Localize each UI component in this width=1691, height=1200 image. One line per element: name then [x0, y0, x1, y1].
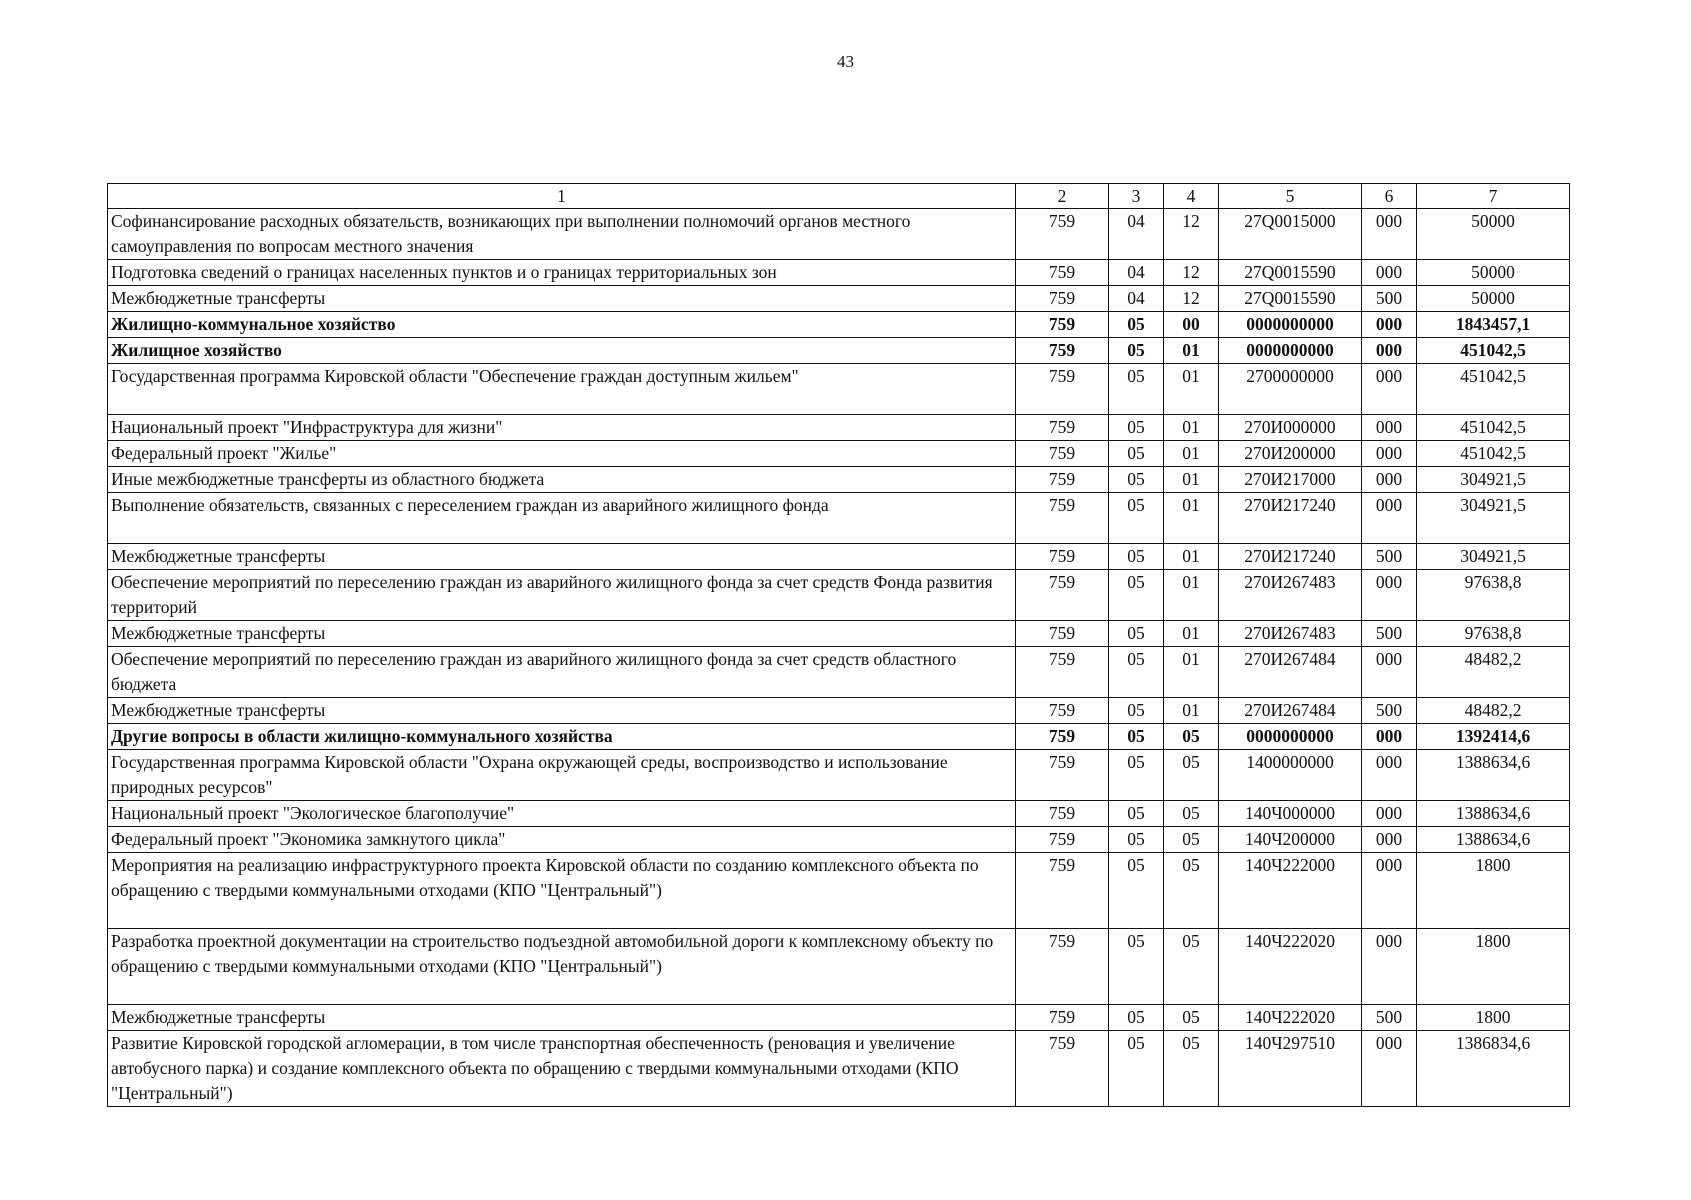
amount-cell: 1800: [1417, 853, 1570, 929]
subsection-code-cell: 01: [1164, 544, 1219, 570]
column-header: 4: [1164, 184, 1219, 209]
row-name-cell: Национальный проект "Инфраструктура для жизни": [108, 415, 1016, 441]
target-article-cell: 0000000000: [1219, 338, 1362, 364]
section-code-cell: 05: [1109, 647, 1164, 698]
target-article-cell: 0000000000: [1219, 724, 1362, 750]
section-code-cell: 05: [1109, 698, 1164, 724]
expense-type-cell: 000: [1362, 415, 1417, 441]
amount-cell: 1800: [1417, 929, 1570, 1005]
subsection-code-cell: 01: [1164, 415, 1219, 441]
expense-type-cell: 000: [1362, 1031, 1417, 1107]
subsection-code-cell: 01: [1164, 338, 1219, 364]
amount-cell: 1388634,6: [1417, 750, 1570, 801]
expense-type-cell: 500: [1362, 286, 1417, 312]
row-name-cell: Выполнение обязательств, связанных с переселением граждан из аварийного жилищного фонда: [108, 493, 1016, 544]
row-name-cell: Федеральный проект "Экономика замкнутого цикла": [108, 827, 1016, 853]
subsection-code-cell: 05: [1164, 929, 1219, 1005]
target-article-cell: 140Ч297510: [1219, 1031, 1362, 1107]
row-name-cell: Обеспечение мероприятий по переселению граждан из аварийного жилищного фонда за счет средств областного бюджета: [108, 647, 1016, 698]
section-code-cell: 05: [1109, 570, 1164, 621]
expense-type-cell: 000: [1362, 312, 1417, 338]
target-article-cell: 270И217240: [1219, 493, 1362, 544]
subsection-code-cell: 01: [1164, 647, 1219, 698]
ministry-code-cell: 759: [1016, 286, 1109, 312]
table-row: [108, 493, 1570, 544]
section-code-cell: 04: [1109, 209, 1164, 260]
ministry-code-cell: 759: [1016, 312, 1109, 338]
ministry-code-cell: 759: [1016, 647, 1109, 698]
ministry-code-cell: 759: [1016, 853, 1109, 929]
expense-type-cell: 000: [1362, 364, 1417, 415]
expense-type-cell: 000: [1362, 801, 1417, 827]
row-name-cell: Обеспечение мероприятий по переселению граждан из аварийного жилищного фонда за счет средств Фонда развития территорий: [108, 570, 1016, 621]
target-article-cell: 270И267483: [1219, 621, 1362, 647]
section-code-cell: 05: [1109, 467, 1164, 493]
target-article-cell: 270И267484: [1219, 698, 1362, 724]
ministry-code-cell: 759: [1016, 929, 1109, 1005]
expense-type-cell: 000: [1362, 570, 1417, 621]
row-name-cell: Федеральный проект "Жилье": [108, 441, 1016, 467]
table-row: [108, 338, 1570, 364]
amount-cell: 304921,5: [1417, 467, 1570, 493]
target-article-cell: 270И267483: [1219, 570, 1362, 621]
table-row: [108, 209, 1570, 260]
column-header: 5: [1219, 184, 1362, 209]
column-header: 7: [1417, 184, 1570, 209]
amount-cell: 97638,8: [1417, 570, 1570, 621]
target-article-cell: 140Ч222000: [1219, 853, 1362, 929]
expense-type-cell: 000: [1362, 724, 1417, 750]
table-row: [108, 415, 1570, 441]
expense-type-cell: 000: [1362, 647, 1417, 698]
table-row: [108, 621, 1570, 647]
target-article-cell: 27Q0015590: [1219, 260, 1362, 286]
amount-cell: 97638,8: [1417, 621, 1570, 647]
amount-cell: 48482,2: [1417, 647, 1570, 698]
table-row: [108, 364, 1570, 415]
target-article-cell: 0000000000: [1219, 312, 1362, 338]
target-article-cell: 1400000000: [1219, 750, 1362, 801]
amount-cell: 50000: [1417, 209, 1570, 260]
subsection-code-cell: 01: [1164, 621, 1219, 647]
row-name-cell: Межбюджетные трансферты: [108, 286, 1016, 312]
row-name-cell: Национальный проект "Экологическое благополучие": [108, 801, 1016, 827]
row-name-cell: Иные межбюджетные трансферты из областного бюджета: [108, 467, 1016, 493]
table-row: [108, 544, 1570, 570]
expense-type-cell: 000: [1362, 493, 1417, 544]
amount-cell: 451042,5: [1417, 415, 1570, 441]
subsection-code-cell: 01: [1164, 467, 1219, 493]
expense-type-cell: 000: [1362, 929, 1417, 1005]
subsection-code-cell: 05: [1164, 724, 1219, 750]
target-article-cell: 140Ч000000: [1219, 801, 1362, 827]
expense-type-cell: 500: [1362, 544, 1417, 570]
expense-type-cell: 500: [1362, 1005, 1417, 1031]
amount-cell: 304921,5: [1417, 544, 1570, 570]
section-code-cell: 05: [1109, 338, 1164, 364]
row-name-cell: Межбюджетные трансферты: [108, 544, 1016, 570]
row-name-cell: Государственная программа Кировской области "Обеспечение граждан доступным жильем": [108, 364, 1016, 415]
subsection-code-cell: 05: [1164, 853, 1219, 929]
amount-cell: 1800: [1417, 1005, 1570, 1031]
table-row: [108, 286, 1570, 312]
table-row: [108, 698, 1570, 724]
section-code-cell: 05: [1109, 724, 1164, 750]
section-code-cell: 05: [1109, 853, 1164, 929]
amount-cell: 1392414,6: [1417, 724, 1570, 750]
subsection-code-cell: 12: [1164, 286, 1219, 312]
row-name-cell: Мероприятия на реализацию инфраструктурного проекта Кировской области по созданию комплексного объекта по обращению с твердыми коммунальными отходами (КПО "Центральный"): [108, 853, 1016, 929]
expense-type-cell: 000: [1362, 853, 1417, 929]
section-code-cell: 05: [1109, 544, 1164, 570]
ministry-code-cell: 759: [1016, 1005, 1109, 1031]
table-row: [108, 441, 1570, 467]
subsection-code-cell: 01: [1164, 441, 1219, 467]
subsection-code-cell: 12: [1164, 209, 1219, 260]
subsection-code-cell: 05: [1164, 801, 1219, 827]
table-row: [108, 827, 1570, 853]
subsection-code-cell: 01: [1164, 493, 1219, 544]
row-name-cell: Межбюджетные трансферты: [108, 698, 1016, 724]
section-code-cell: 05: [1109, 441, 1164, 467]
amount-cell: 1843457,1: [1417, 312, 1570, 338]
expense-type-cell: 000: [1362, 441, 1417, 467]
subsection-code-cell: 01: [1164, 698, 1219, 724]
amount-cell: 50000: [1417, 260, 1570, 286]
amount-cell: 50000: [1417, 286, 1570, 312]
amount-cell: 451042,5: [1417, 364, 1570, 415]
ministry-code-cell: 759: [1016, 544, 1109, 570]
amount-cell: 48482,2: [1417, 698, 1570, 724]
section-code-cell: 05: [1109, 929, 1164, 1005]
expense-type-cell: 500: [1362, 621, 1417, 647]
amount-cell: 1386834,6: [1417, 1031, 1570, 1107]
column-header: 2: [1016, 184, 1109, 209]
table-row: [108, 312, 1570, 338]
ministry-code-cell: 759: [1016, 260, 1109, 286]
row-name-cell: Развитие Кировской городской агломерации, в том числе транспортная обеспеченность (реновация и увеличение автобусного парка) и создание комплексного объекта по обращению с твердыми коммунальными отходами (КПО "Центральный"): [108, 1031, 1016, 1107]
row-name-cell: Межбюджетные трансферты: [108, 621, 1016, 647]
target-article-cell: 140Ч222020: [1219, 1005, 1362, 1031]
target-article-cell: 270И217000: [1219, 467, 1362, 493]
column-header: 1: [108, 184, 1016, 209]
amount-cell: 304921,5: [1417, 493, 1570, 544]
table-row: [108, 1031, 1570, 1107]
target-article-cell: 270И217240: [1219, 544, 1362, 570]
section-code-cell: 05: [1109, 621, 1164, 647]
row-name-cell: Другие вопросы в области жилищно-коммунального хозяйства: [108, 724, 1016, 750]
table-row: [108, 647, 1570, 698]
row-name-cell: Разработка проектной документации на строительство подъездной автомобильной дороги к комплексному объекту по обращению с твердыми коммунальными отходами (КПО "Центральный"): [108, 929, 1016, 1005]
expense-type-cell: 000: [1362, 260, 1417, 286]
table-header-row: [108, 184, 1570, 209]
ministry-code-cell: 759: [1016, 801, 1109, 827]
amount-cell: 451042,5: [1417, 338, 1570, 364]
table-row: [108, 260, 1570, 286]
ministry-code-cell: 759: [1016, 493, 1109, 544]
subsection-code-cell: 05: [1164, 827, 1219, 853]
ministry-code-cell: 759: [1016, 698, 1109, 724]
target-article-cell: 140Ч222020: [1219, 929, 1362, 1005]
row-name-cell: Подготовка сведений о границах населенных пунктов и о границах территориальных зон: [108, 260, 1016, 286]
expense-type-cell: 000: [1362, 209, 1417, 260]
column-header: 3: [1109, 184, 1164, 209]
target-article-cell: 270И200000: [1219, 441, 1362, 467]
target-article-cell: 270И000000: [1219, 415, 1362, 441]
table-row: [108, 467, 1570, 493]
column-header: 6: [1362, 184, 1417, 209]
target-article-cell: 140Ч200000: [1219, 827, 1362, 853]
target-article-cell: 2700000000: [1219, 364, 1362, 415]
section-code-cell: 05: [1109, 827, 1164, 853]
table-row: [108, 750, 1570, 801]
table-row: [108, 1005, 1570, 1031]
ministry-code-cell: 759: [1016, 750, 1109, 801]
row-name-cell: Государственная программа Кировской области "Охрана окружающей среды, воспроизводство и использование природных ресурсов": [108, 750, 1016, 801]
ministry-code-cell: 759: [1016, 827, 1109, 853]
expense-type-cell: 000: [1362, 827, 1417, 853]
expense-type-cell: 000: [1362, 338, 1417, 364]
subsection-code-cell: 05: [1164, 1005, 1219, 1031]
section-code-cell: 05: [1109, 801, 1164, 827]
ministry-code-cell: 759: [1016, 1031, 1109, 1107]
target-article-cell: 27Q0015000: [1219, 209, 1362, 260]
section-code-cell: 05: [1109, 312, 1164, 338]
subsection-code-cell: 05: [1164, 750, 1219, 801]
expense-type-cell: 000: [1362, 750, 1417, 801]
section-code-cell: 04: [1109, 260, 1164, 286]
section-code-cell: 04: [1109, 286, 1164, 312]
ministry-code-cell: 759: [1016, 364, 1109, 415]
ministry-code-cell: 759: [1016, 209, 1109, 260]
section-code-cell: 05: [1109, 1005, 1164, 1031]
row-name-cell: Жилищное хозяйство: [108, 338, 1016, 364]
amount-cell: 1388634,6: [1417, 801, 1570, 827]
amount-cell: 1388634,6: [1417, 827, 1570, 853]
row-name-cell: Жилищно-коммунальное хозяйство: [108, 312, 1016, 338]
ministry-code-cell: 759: [1016, 338, 1109, 364]
subsection-code-cell: 01: [1164, 570, 1219, 621]
table-row: [108, 929, 1570, 1005]
subsection-code-cell: 05: [1164, 1031, 1219, 1107]
target-article-cell: 270И267484: [1219, 647, 1362, 698]
section-code-cell: 05: [1109, 1031, 1164, 1107]
amount-cell: 451042,5: [1417, 441, 1570, 467]
table-row: [108, 570, 1570, 621]
expense-type-cell: 500: [1362, 698, 1417, 724]
table-body: [108, 209, 1570, 1107]
section-code-cell: 05: [1109, 364, 1164, 415]
page-number: 43: [837, 52, 854, 71]
section-code-cell: 05: [1109, 750, 1164, 801]
ministry-code-cell: 759: [1016, 724, 1109, 750]
table-row: [108, 853, 1570, 929]
row-name-cell: Межбюджетные трансферты: [108, 1005, 1016, 1031]
ministry-code-cell: 759: [1016, 621, 1109, 647]
subsection-code-cell: 00: [1164, 312, 1219, 338]
budget-table: [107, 183, 1570, 1107]
section-code-cell: 05: [1109, 415, 1164, 441]
ministry-code-cell: 759: [1016, 467, 1109, 493]
ministry-code-cell: 759: [1016, 415, 1109, 441]
subsection-code-cell: 01: [1164, 364, 1219, 415]
expense-type-cell: 000: [1362, 467, 1417, 493]
subsection-code-cell: 12: [1164, 260, 1219, 286]
ministry-code-cell: 759: [1016, 441, 1109, 467]
target-article-cell: 27Q0015590: [1219, 286, 1362, 312]
table-row: [108, 724, 1570, 750]
ministry-code-cell: 759: [1016, 570, 1109, 621]
section-code-cell: 05: [1109, 493, 1164, 544]
table-row: [108, 801, 1570, 827]
row-name-cell: Софинансирование расходных обязательств, возникающих при выполнении полномочий органов местного самоуправления по вопросам местного значения: [108, 209, 1016, 260]
